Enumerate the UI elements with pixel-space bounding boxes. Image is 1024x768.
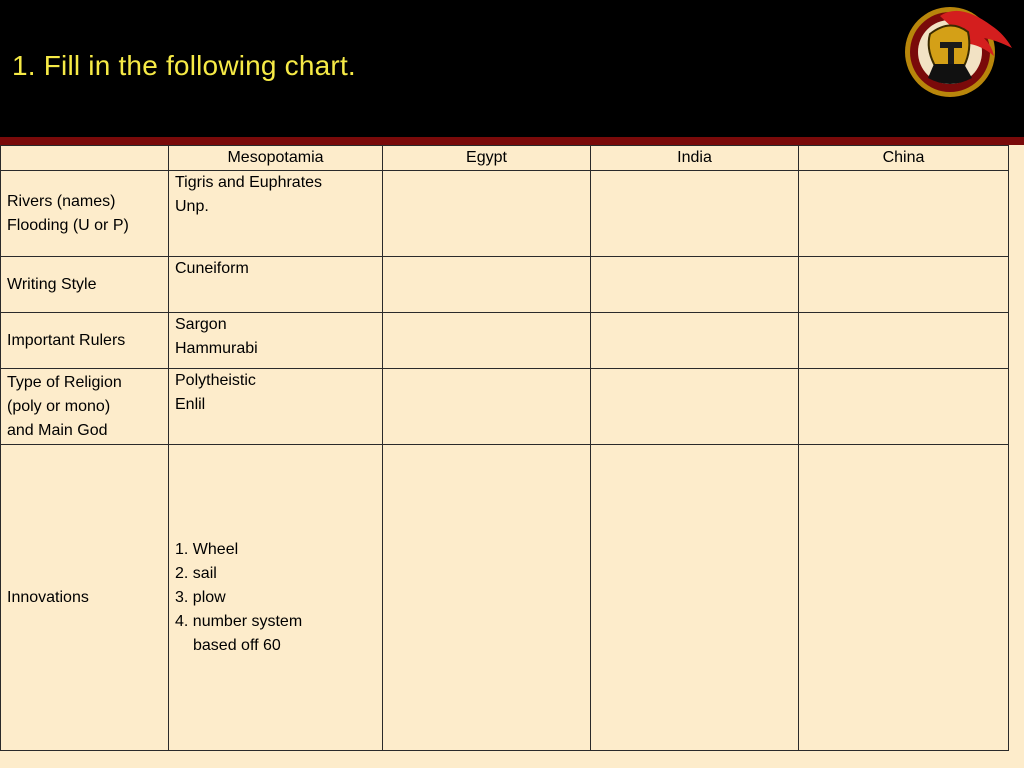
row-label-religion [1, 369, 169, 445]
cell-line: Enlil [175, 396, 206, 413]
cell-line: Sargon [175, 316, 227, 333]
cell-egypt-religion[interactable] [383, 369, 591, 445]
table-row [1, 369, 1009, 445]
row-label-rulers [1, 313, 169, 369]
slide-title: 1. Fill in the following chart. [12, 50, 356, 81]
cell-india-writing[interactable] [591, 257, 799, 313]
column-header-china: China [799, 146, 1009, 171]
row-label-line: Rivers (names) [7, 192, 116, 210]
slide-header [0, 0, 1024, 137]
table-row [1, 171, 1009, 257]
row-label-line: Innovations [7, 588, 89, 606]
cell-china-writing[interactable] [799, 257, 1009, 313]
cell-line: 2. sail [175, 564, 217, 582]
row-label-innovations [1, 445, 169, 751]
column-header-mesopotamia: Mesopotamia [169, 146, 383, 171]
table-row [1, 313, 1009, 369]
row-label-writing-style [1, 257, 169, 313]
cell-line: 4. number system [175, 612, 303, 630]
spartan-helmet-logo-icon [900, 4, 1016, 100]
cell-line: 3. plow [175, 588, 226, 606]
cell-india-religion[interactable] [591, 369, 799, 445]
cell-china-religion[interactable] [799, 369, 1009, 445]
cell-line: based off 60 [193, 636, 281, 654]
cell-egypt-rivers[interactable] [383, 171, 591, 257]
cell-mesopotamia-innovations[interactable] [169, 445, 383, 751]
table-row [1, 445, 1009, 751]
cell-line: Cuneiform [175, 260, 249, 277]
row-label-line: Writing Style [7, 275, 97, 293]
cell-egypt-writing[interactable] [383, 257, 591, 313]
accent-bar [0, 137, 1024, 145]
cell-line: Unp. [175, 198, 209, 215]
cell-china-rulers[interactable] [799, 313, 1009, 369]
cell-egypt-rulers[interactable] [383, 313, 591, 369]
cell-china-rivers[interactable] [799, 171, 1009, 257]
cell-china-innovations[interactable] [799, 445, 1009, 751]
row-label-line: and Main God [7, 421, 108, 439]
table-row [1, 257, 1009, 313]
row-label-line: Flooding (U or P) [7, 216, 129, 234]
cell-line: Hammurabi [175, 340, 258, 357]
cell-mesopotamia-rulers[interactable] [169, 313, 383, 369]
cell-line: Tigris and Euphrates [175, 174, 323, 191]
header-row [1, 146, 1009, 171]
cell-line: Polytheistic [175, 372, 256, 389]
cell-mesopotamia-rivers[interactable] [169, 171, 383, 257]
cell-india-innovations[interactable] [591, 445, 799, 751]
cell-mesopotamia-writing[interactable] [169, 257, 383, 313]
column-header-blank [1, 146, 169, 171]
row-label-line: Type of Religion [7, 373, 122, 391]
row-label-line: (poly or mono) [7, 397, 111, 415]
column-header-india: India [591, 146, 799, 171]
cell-line: 1. Wheel [175, 540, 239, 558]
cell-india-rulers[interactable] [591, 313, 799, 369]
cell-india-rivers[interactable] [591, 171, 799, 257]
civilizations-chart [0, 145, 1009, 751]
cell-egypt-innovations[interactable] [383, 445, 591, 751]
cell-mesopotamia-religion[interactable] [169, 369, 383, 445]
column-header-egypt: Egypt [383, 146, 591, 171]
row-label-line: Important Rulers [7, 331, 126, 349]
row-label-rivers [1, 171, 169, 257]
